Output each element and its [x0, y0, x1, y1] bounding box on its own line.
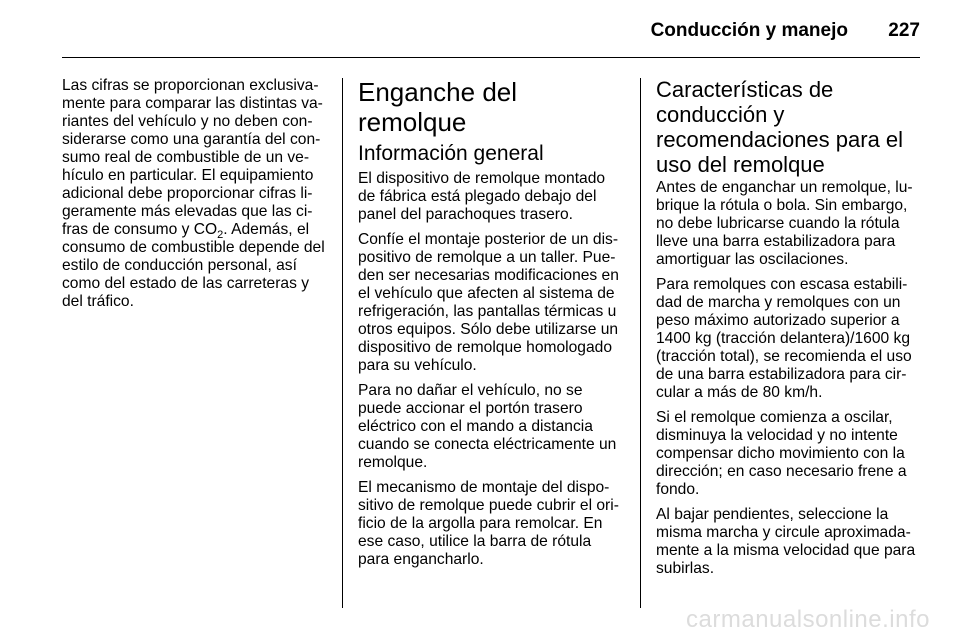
paragraph-text: Las cifras se proporcionan exclusiva-mente para comparar las distintas va-riantes del vehículo y no deben con-siderarse como una garantía del con-sumo real de combustible de un ve-hículo en particular. El equipamiento adicional debe proporcionar cifras li-geramente más elevadas que las ci-fras de consumo y CO	[62, 77, 323, 238]
paragraph: Antes de enganchar un remolque, lu-brique la rótula o bola. Sin embargo, no debe lubricarse cuando la rótula lleve una barra estabilizadora para amortiguar las oscilaciones.	[656, 179, 913, 268]
paragraph: El mecanismo de montaje del dispo-sitivo de remolque puede cubrir el ori-ficio de la argolla para remolcar. En ese caso, utilice la barra de rótula para engancharlo.	[358, 479, 619, 568]
paragraph: Si el remolque comienza a oscilar, disminuya la velocidad y no intente compensar dicho movimiento con la dirección; en caso necesario frene a fondo.	[656, 409, 907, 498]
paragraph: Para no dañar el vehículo, no se puede accionar el portón trasero eléctrico con el mando a distancia cuando se conecta eléctricamente un remolque.	[358, 382, 617, 471]
subscript: 2	[217, 229, 224, 242]
paragraph-text: . Además, el consumo de combustible depende del estilo de conducción personal, así como del estado de las carreteras y del tráfico.	[62, 221, 325, 310]
page-number: 227	[888, 20, 920, 41]
column-right	[656, 77, 922, 585]
section-heading: Enganche del remolque	[358, 77, 518, 137]
section-heading: Características de conducción y recomendaciones para el uso del remolque	[656, 77, 904, 177]
paragraph	[62, 77, 330, 311]
running-title: Conducción y manejo	[650, 20, 848, 41]
column-divider	[640, 78, 641, 608]
watermark: carmanualsonline.info	[686, 606, 930, 633]
subsection-heading: Información general	[358, 142, 544, 165]
column-left	[62, 77, 330, 318]
column-divider	[342, 78, 343, 608]
paragraph: El dispositivo de remolque montado de fábrica está plegado debajo del panel del parachoques trasero.	[358, 170, 606, 223]
paragraph: Al bajar pendientes, seleccione la misma marcha y circule aproximada-mente a la misma velocidad que para subirlas.	[656, 506, 916, 577]
paragraph: Para remolques con escasa estabili-dad de marcha y remolques con un peso máximo autorizado superior a 1400 kg (tracción delantera)/1600 kg (tracción total), se recomienda el uso de una barra estabilizadora para cir-cular a más de 80 km/h.	[656, 276, 912, 401]
paragraph: Confíe el montaje posterior de un dis-positivo de remolque a un taller. Pue-den ser necesarias modificaciones en el vehículo que afecten al sistema de refrigeración, las pantallas térmicas u otros equipos. Sólo debe utilizarse un dispositivo de remolque homologado para su vehículo.	[358, 231, 619, 374]
column-middle	[358, 77, 624, 576]
header-rule	[62, 57, 920, 58]
